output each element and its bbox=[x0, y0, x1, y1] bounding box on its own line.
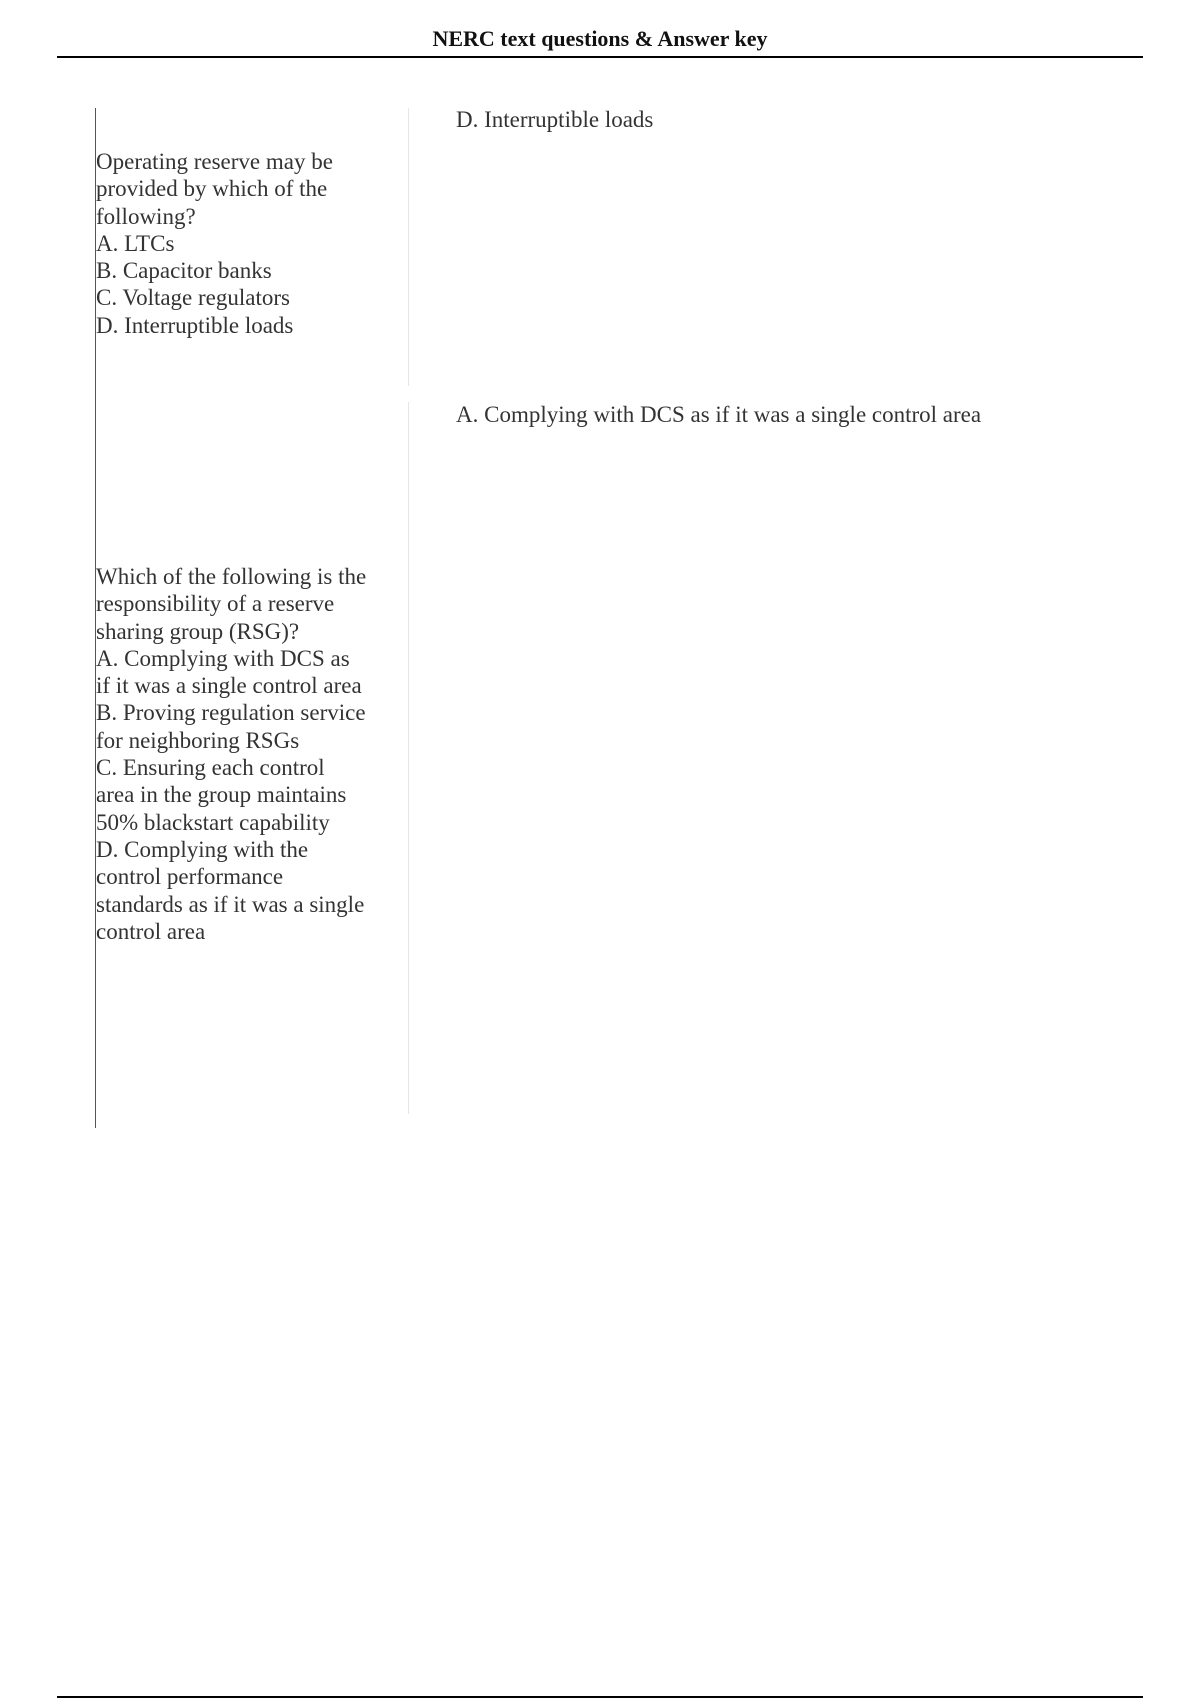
question-2-line: responsibility of a reserve bbox=[96, 591, 335, 617]
question-2-option-c: 50% blackstart capability bbox=[96, 809, 330, 835]
question-2-option-a: if it was a single control area bbox=[96, 673, 362, 699]
question-1-line: provided by which of the bbox=[96, 176, 328, 202]
question-2-option-a: A. Complying with DCS as bbox=[96, 645, 350, 671]
question-1 bbox=[96, 148, 386, 339]
question-2-option-d: D. Complying with the bbox=[96, 836, 309, 862]
question-1-option-c: C. Voltage regulators bbox=[96, 285, 290, 311]
question-2-option-b: for neighboring RSGs bbox=[96, 727, 300, 753]
question-2 bbox=[96, 563, 386, 945]
column-divider bbox=[408, 402, 409, 1114]
question-2-option-c: C. Ensuring each control bbox=[96, 755, 325, 781]
question-2-option-d: control area bbox=[96, 918, 206, 944]
question-2-option-c: area in the group maintains bbox=[96, 782, 347, 808]
question-2-option-d: control performance bbox=[96, 864, 284, 890]
question-1-option-d: D. Interruptible loads bbox=[96, 312, 294, 338]
question-2-option-d: standards as if it was a single bbox=[96, 891, 365, 917]
column-divider bbox=[408, 108, 409, 386]
question-2-option-b: B. Proving regulation service bbox=[96, 700, 366, 726]
question-2-line: sharing group (RSG)? bbox=[96, 618, 300, 644]
page-title: NERC text questions & Answer key bbox=[432, 26, 768, 51]
header-divider bbox=[57, 56, 1143, 58]
question-2-line: Which of the following is the bbox=[96, 564, 367, 589]
answer-2: A. Complying with DCS as if it was a single control area bbox=[456, 402, 982, 427]
question-1-option-b: B. Capacitor banks bbox=[96, 258, 272, 284]
question-1-line: Operating reserve may be bbox=[96, 149, 333, 174]
answer-1: D. Interruptible loads bbox=[456, 107, 654, 132]
question-1-option-a: A. LTCs bbox=[96, 230, 175, 256]
question-1-line: following? bbox=[96, 203, 196, 229]
footer-divider bbox=[57, 1696, 1143, 1698]
